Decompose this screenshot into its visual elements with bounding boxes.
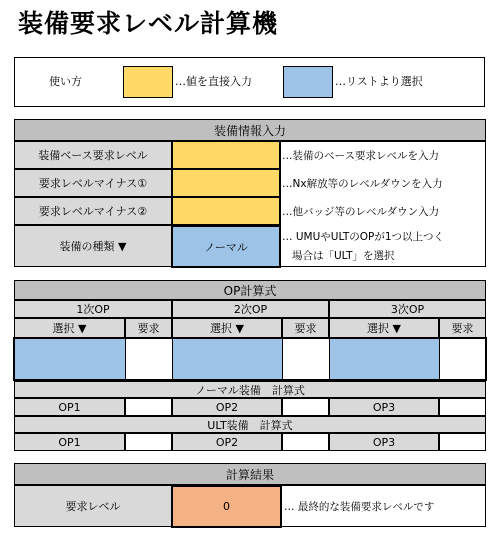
op2-select-header: 選択 ▼: [172, 318, 282, 338]
equip-type-note-line2: 場合は「ULT」を選択: [292, 249, 395, 262]
normal-op1-label: OP1: [14, 398, 125, 416]
op-select-row-outline: [13, 337, 487, 381]
op1-group-title: 1次OP: [14, 300, 172, 318]
legend-yellow-text: …値を直接入力: [175, 75, 252, 88]
minus2-input[interactable]: [172, 197, 280, 225]
legend-panel: [14, 57, 485, 107]
op2-group-title: 2次OP: [172, 300, 329, 318]
ult-op2-value: [282, 433, 329, 451]
ult-op1-label: OP1: [14, 433, 125, 451]
equip-type-label: 装備の種類 ▼: [14, 225, 172, 267]
op3-select-header: 選択 ▼: [329, 318, 439, 338]
legend-blue-text: …リストより選択: [335, 75, 423, 88]
minus1-input[interactable]: [172, 169, 280, 197]
required-level-value: 0: [171, 485, 282, 528]
result-note: … 最終的な装備要求レベルです: [284, 500, 435, 513]
normal-op1-value: [125, 398, 172, 416]
ult-op1-value: [125, 433, 172, 451]
ult-op2-label: OP2: [172, 433, 282, 451]
required-level-label: 要求レベル: [14, 485, 172, 527]
input-section-header: 装備情報入力: [14, 119, 486, 141]
minus1-label: 要求レベルマイナス①: [14, 169, 172, 197]
ult-formula-title: ULT装備 計算式: [14, 416, 486, 433]
base-level-note: …装備のベース要求レベルを入力: [282, 149, 439, 162]
ult-op3-label: OP3: [329, 433, 439, 451]
op1-select-header: 選択 ▼: [14, 318, 125, 338]
legend-yellow-swatch: [123, 66, 173, 98]
equip-type-select[interactable]: ノーマル: [171, 225, 281, 268]
op2-req-header: 要求: [282, 318, 329, 338]
equip-type-note-line1: … UMUやULTのOPが1つ以上つく: [282, 230, 445, 243]
ult-op3-value: [439, 433, 486, 451]
normal-op3-label: OP3: [329, 398, 439, 416]
minus2-label: 要求レベルマイナス②: [14, 197, 172, 225]
base-level-label: 装備ベース要求レベル: [14, 141, 172, 169]
op-section-header: OP計算式: [14, 280, 486, 300]
legend-blue-swatch: [283, 66, 333, 98]
normal-op3-value: [439, 398, 486, 416]
normal-op2-value: [282, 398, 329, 416]
base-level-input[interactable]: [172, 141, 280, 169]
op3-group-title: 3次OP: [329, 300, 486, 318]
result-section-header: 計算結果: [14, 463, 486, 485]
normal-op2-label: OP2: [172, 398, 282, 416]
minus2-note: …他バッジ等のレベルダウン入力: [282, 205, 440, 218]
op3-req-header: 要求: [439, 318, 486, 338]
op1-req-header: 要求: [125, 318, 172, 338]
notes-border: [281, 141, 486, 267]
legend-label: 使い方: [49, 75, 82, 88]
minus1-note: …Nx解放等のレベルダウンを入力: [282, 177, 443, 190]
page-title: 装備要求レベル計算機: [18, 9, 279, 38]
normal-formula-title: ノーマル装備 計算式: [14, 381, 486, 398]
